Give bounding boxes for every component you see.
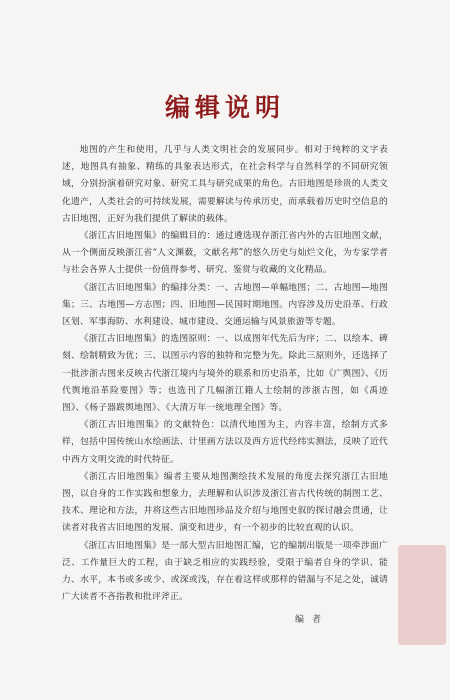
paragraph-purpose: 《浙江古旧地图集》的编辑目的：通过遴选现存浙江省内外的古旧地图文献，从一个侧面反映浙江省“人文渊薮，文献名邦”的悠久历史与灿烂文化，为专家学者与社会各界人士提供一份值得参考、研究、鉴赏与收藏的文化精品。: [62, 231, 388, 276]
paragraph-selection-principles: 《浙江古旧地图集》的选图原则：一、以成图年代先后为序；二、以绘本、碑刻、绘制精致为优；三、以图示内容的独特和完整为先。除此三原则外，还选择了一批涉浙古图来反映古代浙江境内与境外的联系和历史沿革，比如《广舆图》、《历代舆地沿革险要图》等；也选刊了几幅浙江籍人士绘制的涉浙古图，如《禹迹图》、《杨子器跋舆地图》、《大清万年一统地理全图》等。: [62, 334, 388, 414]
paragraph-intro: 地图的产生和使用，几乎与人类文明社会的发展同步。相对于纯粹的文字表述，地图具有抽象、精练的具象表达形式，在社会科学与自然科学的不同研究领域，分别扮演着研究对象、研究工具与研究成果的角色。古旧地图是珍贵的人类文化遗产，人类社会的可持续发展，需要解读与传承历史，而承载着历史时空信息的古旧地图，正好为我们提供了解读的载体。: [62, 145, 388, 224]
paragraph-editor-approach: 《浙江古旧地图集》编者主要从地图测绘技术发展的角度去探究浙江古旧地图，以自身的工作实践和想象力，去理解和认识涉及浙江省古代传统的制图工艺、技术、理论和方法，并将这些古旧地图珍品及介绍与地图史叙的探讨融会贯通，让读者对我省古旧地图的发展、演变和进步，有一个初步的比较直观的认识。: [62, 471, 388, 534]
document-body: [62, 142, 388, 606]
paragraph-features: 《浙江古旧地图集》的文献特色：以清代地图为主，内容丰富，绘制方式多样，包括中国传统山水绘画法、计里画方法以及西方近代经纬实测法，反映了近代中西方文明交流的时代特征。: [62, 420, 388, 465]
editor-signature: 编者: [295, 615, 330, 625]
paragraph-classification: 《浙江古旧地图集》的编排分类：一、古地图—单幅地图；二、古地图—地图集；三、古地图—方志图；四、旧地图—民国时期地图。内容涉及历史沿革、行政区划、军事海防、水利建设、城市建设、交通运输与风景旅游等专题。: [62, 282, 388, 328]
paragraph-disclaimer: 《浙江古旧地图集》是一部大型古旧地图汇编，它的编制出版是一项牵涉面广泛、工作量巨大的工程，由于缺乏相应的实践经验，受限于编者自身的学识、能力、水平，本书或多或少、或深或浅，存在着这样或那样的错漏与不足之处，诚请广大读者不吝指教和批评斧正。: [62, 540, 388, 603]
seal-stamp: [398, 545, 446, 645]
page-title: 编辑说明: [164, 93, 285, 122]
